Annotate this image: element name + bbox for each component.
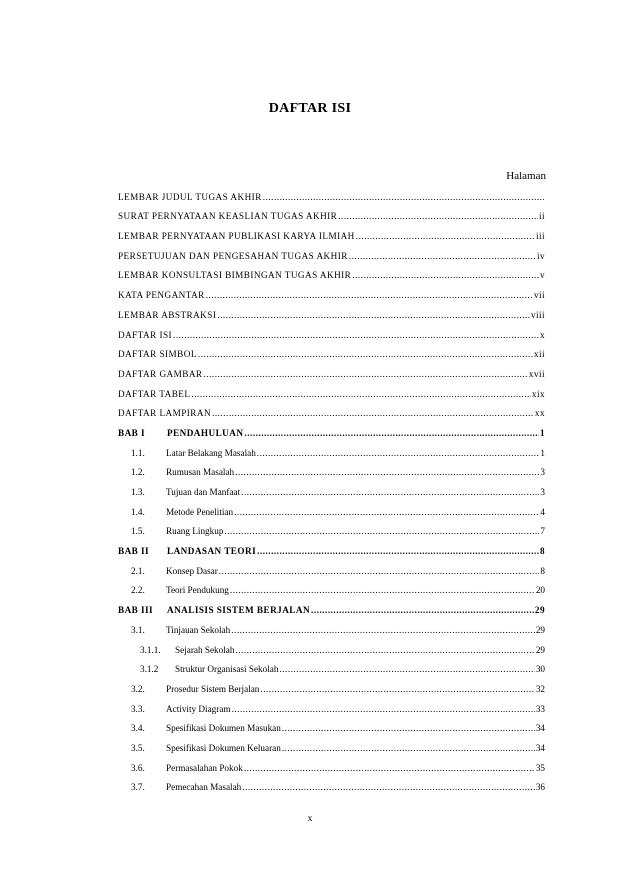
toc-entry-page: xii bbox=[533, 349, 545, 360]
section-title: Rumusan Masalah bbox=[166, 467, 235, 478]
toc-entry-label: LEMBAR PERNYATAAN PUBLIKASI KARYA ILMIAH bbox=[118, 231, 355, 242]
chapter-title: LANDASAN TEORI bbox=[167, 546, 257, 557]
dot-leader bbox=[263, 192, 544, 202]
toc-entry-page: iii bbox=[535, 231, 545, 242]
toc-entry-label: KATA PENGANTAR bbox=[118, 290, 205, 301]
dot-leader bbox=[206, 290, 533, 300]
toc-entry[interactable] bbox=[118, 280, 545, 300]
toc-entry-page: 1 bbox=[540, 447, 545, 458]
toc-entry[interactable] bbox=[118, 221, 545, 241]
section-title: Latar Belakang Masalah bbox=[166, 447, 256, 458]
dot-leader bbox=[311, 605, 534, 615]
toc-entry-label: DAFTAR TABEL bbox=[118, 388, 191, 399]
dot-leader bbox=[352, 270, 539, 280]
toc-entry[interactable] bbox=[118, 300, 545, 320]
toc-section[interactable] bbox=[118, 615, 545, 635]
dot-leader bbox=[219, 566, 540, 576]
toc-entry-page: iv bbox=[536, 250, 545, 261]
toc-entry-page: viii bbox=[530, 309, 545, 320]
dot-leader bbox=[338, 211, 538, 221]
toc-entry-page: 3 bbox=[540, 487, 545, 497]
toc-entry-page: 3 bbox=[540, 467, 545, 478]
halaman-header: Halaman bbox=[506, 170, 546, 182]
dot-leader bbox=[242, 782, 535, 792]
toc-entry-page: 34 bbox=[535, 742, 545, 753]
toc-chapter[interactable] bbox=[118, 418, 545, 438]
section-number: 1.1. bbox=[131, 447, 145, 458]
toc-section[interactable] bbox=[118, 733, 545, 753]
toc-entry-page: 1 bbox=[539, 427, 545, 438]
dot-leader bbox=[204, 369, 528, 379]
dot-leader bbox=[244, 763, 535, 773]
toc-section[interactable] bbox=[118, 773, 545, 793]
toc-entry-page: xix bbox=[531, 388, 545, 399]
subsection-number: 3.1.2 bbox=[140, 664, 159, 675]
toc-entry[interactable] bbox=[118, 359, 545, 379]
section-number: 3.2. bbox=[131, 683, 145, 694]
toc-subsection[interactable] bbox=[118, 635, 545, 655]
section-title: Tinjauan Sekolah bbox=[166, 624, 231, 635]
toc-entry-label: LEMBAR JUDUL TUGAS AKHIR bbox=[118, 191, 262, 202]
section-number: 3.3. bbox=[131, 703, 145, 714]
section-title: Spesifikasi Dokumen Masukan bbox=[166, 723, 281, 734]
toc-entry-page: v bbox=[539, 270, 545, 281]
toc-entry[interactable] bbox=[118, 340, 545, 360]
toc-entry-label: PERSETUJUAN DAN PENGESAHAN TUGAS AKHIR bbox=[118, 250, 348, 261]
chapter-number: BAB II bbox=[118, 546, 150, 557]
section-number: 2.1. bbox=[131, 565, 145, 576]
subsection-title: Struktur Organisasi Sekolah bbox=[175, 664, 279, 675]
dot-leader bbox=[244, 428, 539, 438]
dot-leader bbox=[257, 448, 540, 458]
toc-section[interactable] bbox=[118, 714, 545, 734]
subsection-number: 3.1.1. bbox=[140, 644, 161, 655]
dot-leader bbox=[212, 408, 534, 418]
toc-subsection[interactable] bbox=[118, 655, 545, 675]
dot-leader bbox=[241, 487, 539, 497]
dot-leader bbox=[191, 389, 530, 399]
dot-leader bbox=[279, 664, 534, 674]
chapter-number: BAB I bbox=[118, 427, 146, 438]
section-number: 3.4. bbox=[131, 723, 145, 734]
toc-section[interactable] bbox=[118, 694, 545, 714]
toc-entry[interactable] bbox=[118, 399, 545, 419]
dot-leader bbox=[217, 310, 530, 320]
toc-entry[interactable] bbox=[118, 320, 545, 340]
toc-entry[interactable] bbox=[118, 182, 545, 202]
section-title: Spesifikasi Dokumen Keluaran bbox=[166, 742, 281, 753]
toc-entry-page: 29 bbox=[534, 605, 545, 616]
section-title: Permasalahan Pokok bbox=[166, 762, 243, 773]
dot-leader bbox=[235, 645, 534, 655]
section-title: Pemecahan Masalah bbox=[166, 782, 242, 793]
dot-leader bbox=[257, 546, 539, 556]
toc-entry-page: 8 bbox=[539, 546, 545, 557]
toc-entry-page: x bbox=[539, 329, 545, 340]
dot-leader bbox=[282, 743, 535, 753]
toc-entry-page: 8 bbox=[540, 565, 545, 576]
toc-entry[interactable] bbox=[118, 241, 545, 261]
toc-section[interactable] bbox=[118, 438, 545, 458]
dot-leader bbox=[232, 704, 535, 714]
toc-entry-page: 29 bbox=[535, 624, 545, 635]
toc-section[interactable] bbox=[118, 497, 545, 517]
section-title: Teori Pendukung bbox=[166, 585, 229, 596]
dot-leader bbox=[230, 585, 535, 595]
dot-leader bbox=[173, 330, 539, 340]
toc-entry[interactable] bbox=[118, 261, 545, 281]
toc-section[interactable] bbox=[118, 556, 545, 576]
dot-leader bbox=[260, 684, 534, 694]
section-number: 3.5. bbox=[131, 742, 145, 753]
section-title: Metode Penelitian bbox=[166, 506, 234, 517]
toc-section[interactable] bbox=[118, 674, 545, 694]
toc-entry[interactable] bbox=[118, 202, 545, 222]
table-of-contents bbox=[118, 182, 545, 792]
toc-entry-label: DAFTAR LAMPIRAN bbox=[118, 408, 212, 419]
toc-entry-page: 33 bbox=[535, 703, 545, 714]
toc-entry-page: 32 bbox=[535, 683, 545, 694]
toc-entry-page: ii bbox=[538, 211, 545, 222]
toc-section[interactable] bbox=[118, 576, 545, 596]
dot-leader bbox=[235, 467, 539, 477]
dot-leader bbox=[356, 231, 535, 241]
section-title: Tujuan dan Manfaat bbox=[166, 487, 241, 497]
section-title: Activity Diagram bbox=[166, 703, 231, 714]
toc-entry-label: DAFTAR GAMBAR bbox=[118, 368, 203, 379]
toc-section[interactable] bbox=[118, 458, 545, 478]
toc-section[interactable] bbox=[118, 477, 545, 497]
section-number: 1.4. bbox=[131, 506, 145, 517]
toc-entry-page: 30 bbox=[535, 664, 545, 675]
toc-entry[interactable] bbox=[118, 379, 545, 399]
toc-entry-label: DAFTAR ISI bbox=[118, 329, 173, 340]
toc-section[interactable] bbox=[118, 753, 545, 773]
toc-entry-label: LEMBAR KONSULTASI BIMBINGAN TUGAS AKHIR bbox=[118, 270, 352, 281]
section-number: 3.6. bbox=[131, 762, 145, 773]
section-title: Prosedur Sistem Berjalan bbox=[166, 683, 260, 694]
toc-entry-page: vii bbox=[533, 290, 545, 301]
section-number: 1.3. bbox=[131, 487, 145, 497]
dot-leader bbox=[198, 349, 533, 359]
toc-entry-page: 35 bbox=[535, 762, 545, 773]
subsection-title: Sejarah Sekolah bbox=[175, 644, 235, 655]
toc-entry-page: 36 bbox=[535, 782, 545, 793]
section-number: 2.2. bbox=[131, 585, 145, 596]
toc-chapter[interactable] bbox=[118, 536, 545, 556]
dot-leader bbox=[282, 723, 535, 733]
toc-section[interactable] bbox=[118, 517, 545, 537]
toc-entry-label: DAFTAR SIMBOL bbox=[118, 349, 197, 360]
page-title: DAFTAR ISI bbox=[268, 101, 352, 116]
section-title: Konsep Dasar bbox=[166, 565, 218, 576]
toc-entry-page: xvii bbox=[528, 368, 545, 379]
toc-entry-label: LEMBAR ABSTRAKSI bbox=[118, 309, 217, 320]
dot-leader bbox=[349, 251, 536, 261]
page-number: x bbox=[307, 814, 313, 824]
section-number: 3.1. bbox=[131, 624, 145, 635]
section-number: 1.2. bbox=[131, 467, 145, 478]
toc-entry-page: xx bbox=[534, 408, 545, 419]
chapter-number: BAB III bbox=[118, 605, 154, 616]
section-number: 1.5. bbox=[131, 526, 145, 537]
toc-chapter[interactable] bbox=[118, 595, 545, 615]
section-title: Ruang Lingkup bbox=[166, 526, 224, 537]
section-number: 3.7. bbox=[131, 782, 145, 793]
toc-entry-page: 20 bbox=[535, 585, 545, 596]
toc-entry-page: 4 bbox=[540, 506, 545, 517]
toc-entry-label: SURAT PERNYATAAN KEASLIAN TUGAS AKHIR bbox=[118, 211, 338, 222]
chapter-title: PENDAHULUAN bbox=[167, 427, 244, 438]
toc-entry-page: 34 bbox=[535, 723, 545, 734]
toc-entry-page: 7 bbox=[540, 526, 545, 537]
dot-leader bbox=[224, 526, 539, 536]
chapter-title: ANALISIS SISTEM BERJALAN bbox=[167, 605, 311, 616]
toc-entry-page: 29 bbox=[535, 644, 545, 655]
dot-leader bbox=[234, 507, 539, 517]
dot-leader bbox=[231, 625, 535, 635]
